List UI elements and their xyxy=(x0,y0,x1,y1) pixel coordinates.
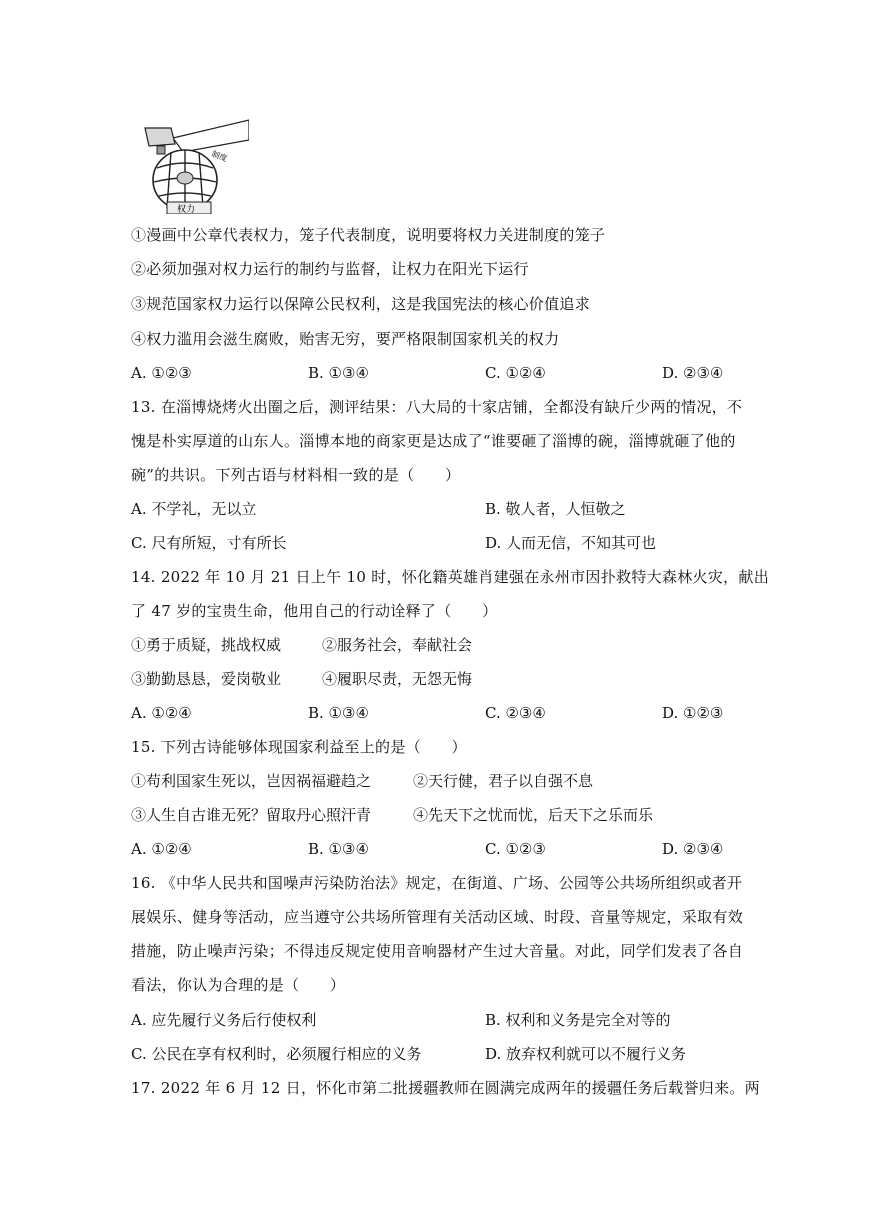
q13-option-d: D. 人而无信，不知其可也 xyxy=(485,534,657,552)
q14-option-c: C. ②③④ xyxy=(485,704,546,722)
q14-statement-2: ②服务社会，奉献社会 xyxy=(322,636,473,654)
q14-statement-1: ①勇于质疑，挑战权威 xyxy=(131,636,282,654)
q13-line-3: 碗”的共识。下列古语与材料相一致的是（ ） xyxy=(131,466,461,484)
q15-option-c: C. ①②③ xyxy=(485,840,546,858)
q12-option-c: C. ①②④ xyxy=(485,364,546,382)
q16-line-4: 看法，你认为合理的是（ ） xyxy=(131,976,346,994)
q12-statement-4: ④权力滥用会滋生腐败，贻害无穷，要严格限制国家机关的权力 xyxy=(131,330,560,348)
q14-statement-4: ④履职尽责，无怨无悔 xyxy=(322,670,473,688)
q17-line-1: 17. 2022 年 6 月 12 日，怀化市第二批援疆教师在圆满完成两年的援疆任务后载誉归来。两 xyxy=(131,1079,760,1097)
q14-option-d: D. ①②③ xyxy=(662,704,724,722)
q14-option-b: B. ①③④ xyxy=(308,704,369,722)
q12-statement-3: ③规范国家权力运行以保障公民权利，这是我国宪法的核心价值追求 xyxy=(131,295,591,313)
q15-statement-4: ④先天下之忧而忧，后天下之乐而乐 xyxy=(413,806,654,824)
q15-statement-1: ①苟利国家生死以，岂因祸福避趋之 xyxy=(131,772,372,790)
q15-statement-2: ②天行健，君子以自强不息 xyxy=(413,772,594,790)
q14-statement-3: ③勤勤恳恳，爱岗敬业 xyxy=(131,670,282,688)
q15-statement-3: ③人生自古谁无死？留取丹心照汗青 xyxy=(131,806,372,824)
q15-option-b: B. ①③④ xyxy=(308,840,369,858)
q15-option-d: D. ②③④ xyxy=(662,840,724,858)
q14-option-a: A. ①②④ xyxy=(131,704,192,722)
q13-option-c: C. 尺有所短，寸有所长 xyxy=(131,534,287,552)
q12-statement-1: ①漫画中公章代表权力，笼子代表制度，说明要将权力关进制度的笼子 xyxy=(131,226,606,244)
q12-option-a: A. ①②③ xyxy=(131,364,192,382)
cartoon-cage-label: 制度 xyxy=(210,149,229,164)
q16-option-a: A. 应先履行义务后行使权利 xyxy=(131,1011,317,1029)
q13-option-a: A. 不学礼，无以立 xyxy=(131,500,257,518)
q15-line-1: 15. 下列古诗能够体现国家利益至上的是（ ） xyxy=(131,738,467,756)
q12-option-d: D. ②③④ xyxy=(662,364,724,382)
q16-line-1: 16. 《中华人民共和国噪声污染防治法》规定，在街道、广场、公园等公共场所组织或者开 xyxy=(131,874,743,892)
q16-option-d: D. 放弃权利就可以不履行义务 xyxy=(485,1045,687,1063)
q16-option-b: B. 权利和义务是完全对等的 xyxy=(485,1011,671,1029)
q14-line-2: 了 47 岁的宝贵生命，他用自己的行动诠释了（ ） xyxy=(131,602,498,620)
q13-line-1: 13. 在淄博烧烤火出圈之后，测评结果：八大局的十家店铺，全都没有缺斤少两的情况，不 xyxy=(131,398,743,416)
cartoon-base-label: 权力 xyxy=(177,205,196,214)
q16-line-2: 展娱乐、健身等活动，应当遵守公共场所管理有关活动区域、时段、音量等规定，采取有效 xyxy=(131,908,744,926)
cartoon-image xyxy=(131,118,249,214)
q15-option-a: A. ①②④ xyxy=(131,840,192,858)
q13-line-2: 愧是朴实厚道的山东人。淄博本地的商家更是达成了“谁要砸了淄博的碗，淄博就砸了他的 xyxy=(131,432,736,450)
q14-line-1: 14. 2022 年 10 月 21 日上午 10 时，怀化籍英雄肖建强在永州市因扑救特大森林火灾，献出 xyxy=(131,568,770,586)
q12-statement-2: ②必须加强对权力运行的制约与监督，让权力在阳光下运行 xyxy=(131,260,529,278)
q13-option-b: B. 敬人者，人恒敬之 xyxy=(485,500,626,518)
q16-line-3: 措施，防止噪声污染；不得违反规定使用音响器材产生过大音量。对此，同学们发表了各自 xyxy=(131,942,744,960)
q12-option-b: B. ①③④ xyxy=(308,364,369,382)
q16-option-c: C. 公民在享有权利时，必须履行相应的义务 xyxy=(131,1045,422,1063)
